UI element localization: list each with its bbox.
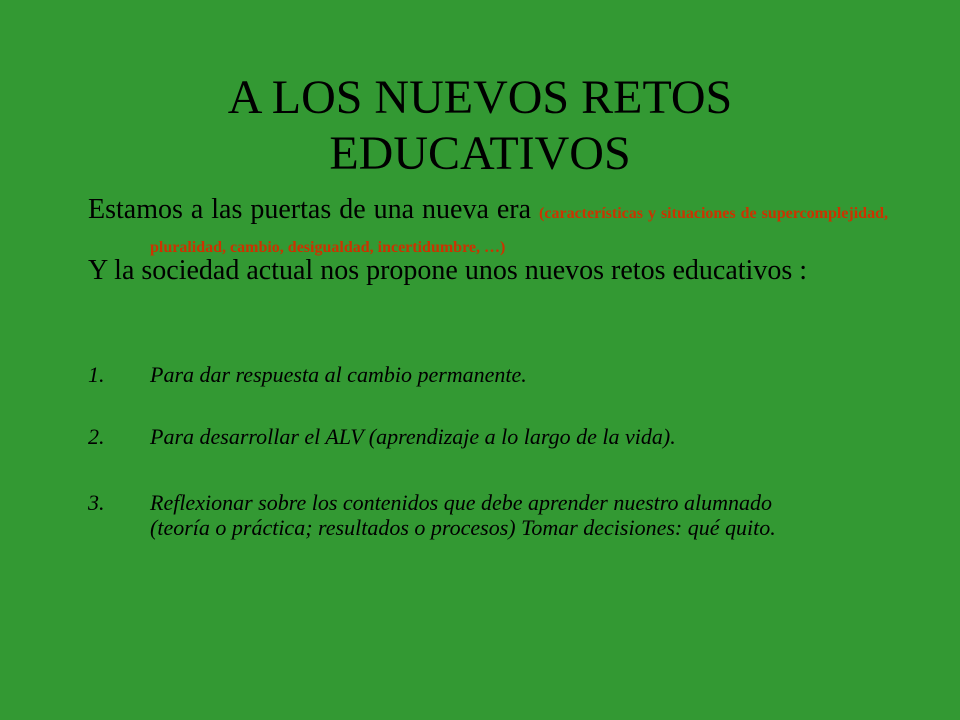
intro-text: Estamos a las puertas de una nueva era xyxy=(88,194,540,225)
intro-note: (características y situaciones de supercomplejidad, pluralidad, cambio, desigualdad, incertidumbre, …) xyxy=(150,205,888,256)
list-item-number: 3. xyxy=(88,490,105,515)
list-item-text: Para desarrollar el ALV (aprendizaje a lo largo de la vida). xyxy=(150,424,676,449)
list-item xyxy=(88,424,848,449)
challenges-paragraph: Y la sociedad actual nos propone unos nuevos retos educativos : xyxy=(88,255,808,286)
slide-title xyxy=(0,70,960,182)
intro-paragraph xyxy=(88,195,888,263)
list-item-text: Para dar respuesta al cambio permanente. xyxy=(150,362,527,387)
list-item xyxy=(88,362,848,387)
list-item xyxy=(88,490,788,540)
list-item-number: 1. xyxy=(88,362,105,387)
slide-title-line2: EDUCATIVOS xyxy=(329,127,631,180)
list-item-text: Reflexionar sobre los contenidos que debe aprender nuestro alumnado (teoría o práctica; resultados o procesos) Tomar decisiones: qué quito. xyxy=(150,490,776,540)
slide-title-line1: A LOS NUEVOS RETOS xyxy=(227,71,733,124)
list-item-number: 2. xyxy=(88,424,105,449)
